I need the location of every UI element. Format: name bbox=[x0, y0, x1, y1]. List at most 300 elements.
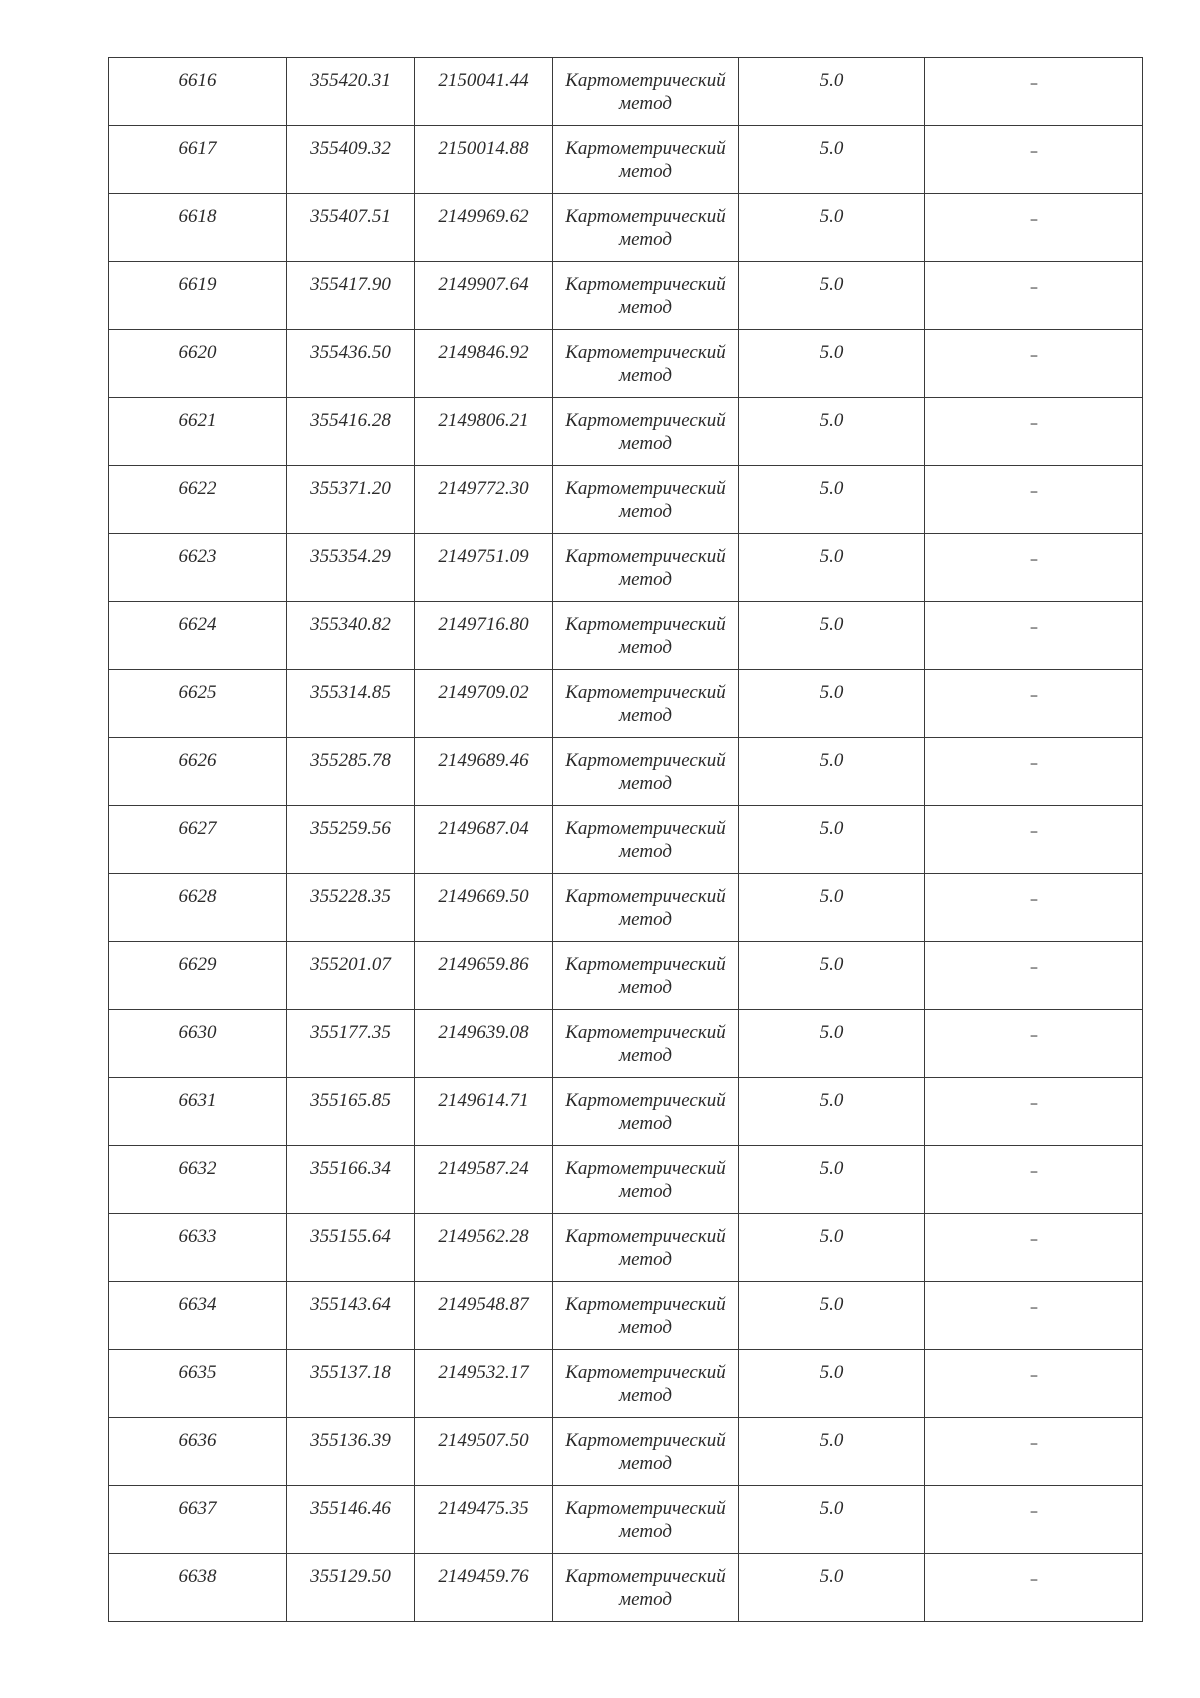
x-coordinate-cell bbox=[287, 1214, 415, 1282]
y-coordinate-cell bbox=[415, 262, 553, 330]
note-cell-text: -- bbox=[1030, 347, 1037, 362]
table-row bbox=[109, 330, 1143, 398]
accuracy-cell-text: 5.0 bbox=[819, 954, 844, 975]
point-number-cell-text: 6617 bbox=[178, 138, 217, 159]
table-row bbox=[109, 194, 1143, 262]
x-coordinate-cell-text: 355166.34 bbox=[310, 1158, 391, 1179]
method-cell bbox=[553, 1078, 739, 1146]
method-cell bbox=[553, 738, 739, 806]
y-coordinate-cell-text: 2149689.46 bbox=[438, 750, 529, 771]
table-row bbox=[109, 1350, 1143, 1418]
accuracy-cell bbox=[739, 874, 925, 942]
accuracy-cell-text: 5.0 bbox=[819, 614, 844, 635]
table-row bbox=[109, 738, 1143, 806]
point-number-cell bbox=[109, 1282, 287, 1350]
y-coordinate-cell-text: 2149716.80 bbox=[438, 614, 529, 635]
accuracy-cell bbox=[739, 398, 925, 466]
y-coordinate-cell bbox=[415, 738, 553, 806]
note-cell bbox=[925, 602, 1143, 670]
y-coordinate-cell-text: 2149709.02 bbox=[438, 682, 529, 703]
accuracy-cell bbox=[739, 534, 925, 602]
accuracy-cell bbox=[739, 602, 925, 670]
y-coordinate-cell bbox=[415, 602, 553, 670]
y-coordinate-cell-text: 2149969.62 bbox=[438, 206, 529, 227]
accuracy-cell bbox=[739, 1010, 925, 1078]
note-cell bbox=[925, 942, 1143, 1010]
method-cell-text: Картометрический метод bbox=[565, 1090, 726, 1134]
method-cell-text: Картометрический метод bbox=[565, 1294, 726, 1338]
accuracy-cell-text: 5.0 bbox=[819, 1498, 844, 1519]
accuracy-cell bbox=[739, 1350, 925, 1418]
point-number-cell bbox=[109, 398, 287, 466]
point-number-cell-text: 6616 bbox=[178, 70, 217, 91]
point-number-cell bbox=[109, 534, 287, 602]
x-coordinate-cell bbox=[287, 1486, 415, 1554]
note-cell bbox=[925, 874, 1143, 942]
y-coordinate-cell-text: 2149907.64 bbox=[438, 274, 529, 295]
y-coordinate-cell-text: 2150014.88 bbox=[438, 138, 529, 159]
note-cell bbox=[925, 262, 1143, 330]
note-cell-text: -- bbox=[1030, 687, 1037, 702]
accuracy-cell-text: 5.0 bbox=[819, 138, 844, 159]
x-coordinate-cell-text: 355143.64 bbox=[310, 1294, 391, 1315]
x-coordinate-cell-text: 355155.64 bbox=[310, 1226, 391, 1247]
note-cell bbox=[925, 1554, 1143, 1622]
accuracy-cell-text: 5.0 bbox=[819, 342, 844, 363]
table-row bbox=[109, 466, 1143, 534]
x-coordinate-cell bbox=[287, 670, 415, 738]
y-coordinate-cell-text: 2149562.28 bbox=[438, 1226, 529, 1247]
note-cell-text: -- bbox=[1030, 1231, 1037, 1246]
method-cell bbox=[553, 58, 739, 126]
method-cell bbox=[553, 602, 739, 670]
point-number-cell bbox=[109, 1486, 287, 1554]
point-number-cell bbox=[109, 330, 287, 398]
x-coordinate-cell bbox=[287, 874, 415, 942]
method-cell-text: Картометрический метод bbox=[565, 70, 726, 114]
accuracy-cell bbox=[739, 466, 925, 534]
note-cell bbox=[925, 806, 1143, 874]
y-coordinate-cell-text: 2149806.21 bbox=[438, 410, 529, 431]
x-coordinate-cell bbox=[287, 1554, 415, 1622]
point-number-cell bbox=[109, 602, 287, 670]
point-number-cell-text: 6632 bbox=[178, 1158, 217, 1179]
accuracy-cell-text: 5.0 bbox=[819, 1226, 844, 1247]
x-coordinate-cell-text: 355201.07 bbox=[310, 954, 391, 975]
method-cell-text: Картометрический метод bbox=[565, 546, 726, 590]
y-coordinate-cell bbox=[415, 1146, 553, 1214]
method-cell-text: Картометрический метод bbox=[565, 1430, 726, 1474]
y-coordinate-cell-text: 2149507.50 bbox=[438, 1430, 529, 1451]
point-number-cell bbox=[109, 1010, 287, 1078]
point-number-cell bbox=[109, 262, 287, 330]
x-coordinate-cell-text: 355228.35 bbox=[310, 886, 391, 907]
method-cell-text: Картометрический метод bbox=[565, 682, 726, 726]
accuracy-cell bbox=[739, 262, 925, 330]
y-coordinate-cell bbox=[415, 942, 553, 1010]
method-cell bbox=[553, 1486, 739, 1554]
note-cell bbox=[925, 466, 1143, 534]
x-coordinate-cell-text: 355340.82 bbox=[310, 614, 391, 635]
coordinates-table bbox=[108, 57, 1143, 1622]
y-coordinate-cell-text: 2149475.35 bbox=[438, 1498, 529, 1519]
table-row bbox=[109, 1078, 1143, 1146]
y-coordinate-cell bbox=[415, 874, 553, 942]
x-coordinate-cell-text: 355314.85 bbox=[310, 682, 391, 703]
note-cell bbox=[925, 330, 1143, 398]
x-coordinate-cell bbox=[287, 1010, 415, 1078]
y-coordinate-cell-text: 2149532.17 bbox=[438, 1362, 529, 1383]
method-cell-text: Картометрический метод bbox=[565, 342, 726, 386]
y-coordinate-cell bbox=[415, 398, 553, 466]
note-cell-text: -- bbox=[1030, 211, 1037, 226]
note-cell-text: -- bbox=[1030, 959, 1037, 974]
note-cell bbox=[925, 126, 1143, 194]
x-coordinate-cell-text: 355136.39 bbox=[310, 1430, 391, 1451]
method-cell-text: Картометрический метод bbox=[565, 750, 726, 794]
note-cell-text: -- bbox=[1030, 891, 1037, 906]
x-coordinate-cell bbox=[287, 1350, 415, 1418]
note-cell-text: -- bbox=[1030, 1095, 1037, 1110]
method-cell bbox=[553, 1418, 739, 1486]
point-number-cell bbox=[109, 1350, 287, 1418]
y-coordinate-cell-text: 2149751.09 bbox=[438, 546, 529, 567]
note-cell bbox=[925, 194, 1143, 262]
point-number-cell-text: 6622 bbox=[178, 478, 217, 499]
method-cell bbox=[553, 1554, 739, 1622]
method-cell bbox=[553, 330, 739, 398]
accuracy-cell bbox=[739, 942, 925, 1010]
accuracy-cell bbox=[739, 1146, 925, 1214]
accuracy-cell-text: 5.0 bbox=[819, 818, 844, 839]
table-row bbox=[109, 1282, 1143, 1350]
method-cell bbox=[553, 806, 739, 874]
note-cell bbox=[925, 738, 1143, 806]
table-row bbox=[109, 670, 1143, 738]
table-row bbox=[109, 874, 1143, 942]
y-coordinate-cell-text: 2150041.44 bbox=[438, 70, 529, 91]
method-cell-text: Картометрический метод bbox=[565, 206, 726, 250]
x-coordinate-cell bbox=[287, 534, 415, 602]
accuracy-cell-text: 5.0 bbox=[819, 410, 844, 431]
note-cell bbox=[925, 1486, 1143, 1554]
note-cell bbox=[925, 1350, 1143, 1418]
point-number-cell bbox=[109, 874, 287, 942]
point-number-cell bbox=[109, 1078, 287, 1146]
accuracy-cell bbox=[739, 1486, 925, 1554]
y-coordinate-cell-text: 2149659.86 bbox=[438, 954, 529, 975]
point-number-cell-text: 6621 bbox=[178, 410, 217, 431]
note-cell-text: -- bbox=[1030, 1435, 1037, 1450]
point-number-cell-text: 6628 bbox=[178, 886, 217, 907]
note-cell-text: -- bbox=[1030, 551, 1037, 566]
method-cell-text: Картометрический метод bbox=[565, 614, 726, 658]
x-coordinate-cell bbox=[287, 806, 415, 874]
y-coordinate-cell bbox=[415, 330, 553, 398]
y-coordinate-cell bbox=[415, 1350, 553, 1418]
accuracy-cell-text: 5.0 bbox=[819, 1566, 844, 1587]
accuracy-cell bbox=[739, 58, 925, 126]
accuracy-cell-text: 5.0 bbox=[819, 1430, 844, 1451]
table-row bbox=[109, 1010, 1143, 1078]
y-coordinate-cell bbox=[415, 1554, 553, 1622]
accuracy-cell-text: 5.0 bbox=[819, 274, 844, 295]
note-cell-text: -- bbox=[1030, 483, 1037, 498]
y-coordinate-cell bbox=[415, 806, 553, 874]
method-cell bbox=[553, 874, 739, 942]
accuracy-cell bbox=[739, 670, 925, 738]
point-number-cell-text: 6623 bbox=[178, 546, 217, 567]
point-number-cell-text: 6627 bbox=[178, 818, 217, 839]
x-coordinate-cell bbox=[287, 1146, 415, 1214]
table-body bbox=[109, 58, 1143, 1622]
note-cell-text: -- bbox=[1030, 1163, 1037, 1178]
note-cell bbox=[925, 1418, 1143, 1486]
method-cell-text: Картометрический метод bbox=[565, 1022, 726, 1066]
note-cell bbox=[925, 1078, 1143, 1146]
x-coordinate-cell-text: 355409.32 bbox=[310, 138, 391, 159]
table-row bbox=[109, 1214, 1143, 1282]
x-coordinate-cell-text: 355177.35 bbox=[310, 1022, 391, 1043]
x-coordinate-cell bbox=[287, 194, 415, 262]
point-number-cell-text: 6631 bbox=[178, 1090, 217, 1111]
method-cell-text: Картометрический метод bbox=[565, 818, 726, 862]
method-cell-text: Картометрический метод bbox=[565, 1566, 726, 1610]
x-coordinate-cell bbox=[287, 126, 415, 194]
method-cell bbox=[553, 126, 739, 194]
accuracy-cell bbox=[739, 330, 925, 398]
note-cell-text: -- bbox=[1030, 1503, 1037, 1518]
method-cell bbox=[553, 194, 739, 262]
method-cell-text: Картометрический метод bbox=[565, 1158, 726, 1202]
table-row bbox=[109, 58, 1143, 126]
method-cell-text: Картометрический метод bbox=[565, 274, 726, 318]
x-coordinate-cell-text: 355416.28 bbox=[310, 410, 391, 431]
x-coordinate-cell bbox=[287, 262, 415, 330]
method-cell-text: Картометрический метод bbox=[565, 478, 726, 522]
y-coordinate-cell-text: 2149639.08 bbox=[438, 1022, 529, 1043]
table-row bbox=[109, 1554, 1143, 1622]
y-coordinate-cell bbox=[415, 194, 553, 262]
accuracy-cell bbox=[739, 806, 925, 874]
y-coordinate-cell bbox=[415, 58, 553, 126]
note-cell bbox=[925, 670, 1143, 738]
y-coordinate-cell bbox=[415, 1010, 553, 1078]
point-number-cell bbox=[109, 670, 287, 738]
x-coordinate-cell-text: 355285.78 bbox=[310, 750, 391, 771]
y-coordinate-cell bbox=[415, 466, 553, 534]
y-coordinate-cell-text: 2149614.71 bbox=[438, 1090, 529, 1111]
y-coordinate-cell-text: 2149846.92 bbox=[438, 342, 529, 363]
x-coordinate-cell bbox=[287, 942, 415, 1010]
accuracy-cell-text: 5.0 bbox=[819, 1362, 844, 1383]
table-row bbox=[109, 262, 1143, 330]
note-cell bbox=[925, 1010, 1143, 1078]
point-number-cell bbox=[109, 126, 287, 194]
point-number-cell-text: 6619 bbox=[178, 274, 217, 295]
x-coordinate-cell bbox=[287, 1418, 415, 1486]
y-coordinate-cell-text: 2149687.04 bbox=[438, 818, 529, 839]
x-coordinate-cell bbox=[287, 602, 415, 670]
x-coordinate-cell bbox=[287, 1282, 415, 1350]
y-coordinate-cell bbox=[415, 1214, 553, 1282]
point-number-cell bbox=[109, 1146, 287, 1214]
method-cell bbox=[553, 534, 739, 602]
y-coordinate-cell bbox=[415, 126, 553, 194]
method-cell bbox=[553, 466, 739, 534]
accuracy-cell bbox=[739, 1214, 925, 1282]
method-cell bbox=[553, 670, 739, 738]
point-number-cell-text: 6630 bbox=[178, 1022, 217, 1043]
point-number-cell-text: 6634 bbox=[178, 1294, 217, 1315]
point-number-cell-text: 6635 bbox=[178, 1362, 217, 1383]
accuracy-cell-text: 5.0 bbox=[819, 682, 844, 703]
point-number-cell-text: 6624 bbox=[178, 614, 217, 635]
point-number-cell-text: 6633 bbox=[178, 1226, 217, 1247]
table-row bbox=[109, 1146, 1143, 1214]
x-coordinate-cell-text: 355407.51 bbox=[310, 206, 391, 227]
accuracy-cell bbox=[739, 1418, 925, 1486]
method-cell-text: Картометрический метод bbox=[565, 886, 726, 930]
accuracy-cell bbox=[739, 738, 925, 806]
table-row bbox=[109, 534, 1143, 602]
point-number-cell bbox=[109, 1418, 287, 1486]
method-cell bbox=[553, 942, 739, 1010]
x-coordinate-cell-text: 355137.18 bbox=[310, 1362, 391, 1383]
table-row bbox=[109, 806, 1143, 874]
point-number-cell-text: 6618 bbox=[178, 206, 217, 227]
accuracy-cell bbox=[739, 194, 925, 262]
point-number-cell-text: 6636 bbox=[178, 1430, 217, 1451]
point-number-cell bbox=[109, 58, 287, 126]
note-cell bbox=[925, 1214, 1143, 1282]
point-number-cell bbox=[109, 194, 287, 262]
accuracy-cell bbox=[739, 126, 925, 194]
method-cell-text: Картометрический метод bbox=[565, 1362, 726, 1406]
point-number-cell-text: 6625 bbox=[178, 682, 217, 703]
y-coordinate-cell-text: 2149772.30 bbox=[438, 478, 529, 499]
note-cell-text: -- bbox=[1030, 1027, 1037, 1042]
point-number-cell-text: 6637 bbox=[178, 1498, 217, 1519]
y-coordinate-cell bbox=[415, 1282, 553, 1350]
note-cell-text: -- bbox=[1030, 279, 1037, 294]
point-number-cell bbox=[109, 466, 287, 534]
x-coordinate-cell bbox=[287, 330, 415, 398]
method-cell-text: Картометрический метод bbox=[565, 1498, 726, 1542]
note-cell-text: -- bbox=[1030, 143, 1037, 158]
x-coordinate-cell-text: 355371.20 bbox=[310, 478, 391, 499]
accuracy-cell-text: 5.0 bbox=[819, 1090, 844, 1111]
note-cell-text: -- bbox=[1030, 1571, 1037, 1586]
accuracy-cell-text: 5.0 bbox=[819, 1294, 844, 1315]
x-coordinate-cell-text: 355129.50 bbox=[310, 1566, 391, 1587]
note-cell-text: -- bbox=[1030, 619, 1037, 634]
note-cell-text: -- bbox=[1030, 755, 1037, 770]
x-coordinate-cell bbox=[287, 466, 415, 534]
accuracy-cell bbox=[739, 1282, 925, 1350]
accuracy-cell-text: 5.0 bbox=[819, 546, 844, 567]
point-number-cell-text: 6620 bbox=[178, 342, 217, 363]
point-number-cell-text: 6629 bbox=[178, 954, 217, 975]
y-coordinate-cell-text: 2149669.50 bbox=[438, 886, 529, 907]
x-coordinate-cell bbox=[287, 58, 415, 126]
method-cell-text: Картометрический метод bbox=[565, 1226, 726, 1270]
x-coordinate-cell-text: 355417.90 bbox=[310, 274, 391, 295]
point-number-cell bbox=[109, 1554, 287, 1622]
table-row bbox=[109, 398, 1143, 466]
table-row bbox=[109, 602, 1143, 670]
x-coordinate-cell bbox=[287, 738, 415, 806]
x-coordinate-cell-text: 355259.56 bbox=[310, 818, 391, 839]
note-cell bbox=[925, 398, 1143, 466]
point-number-cell-text: 6638 bbox=[178, 1566, 217, 1587]
accuracy-cell-text: 5.0 bbox=[819, 206, 844, 227]
x-coordinate-cell-text: 355436.50 bbox=[310, 342, 391, 363]
method-cell-text: Картометрический метод bbox=[565, 410, 726, 454]
method-cell-text: Картометрический метод bbox=[565, 138, 726, 182]
accuracy-cell-text: 5.0 bbox=[819, 1158, 844, 1179]
method-cell-text: Картометрический метод bbox=[565, 954, 726, 998]
method-cell bbox=[553, 1214, 739, 1282]
note-cell-text: -- bbox=[1030, 1367, 1037, 1382]
method-cell bbox=[553, 1010, 739, 1078]
method-cell bbox=[553, 1146, 739, 1214]
y-coordinate-cell-text: 2149548.87 bbox=[438, 1294, 529, 1315]
note-cell bbox=[925, 1282, 1143, 1350]
point-number-cell bbox=[109, 942, 287, 1010]
note-cell bbox=[925, 58, 1143, 126]
y-coordinate-cell bbox=[415, 534, 553, 602]
table-row bbox=[109, 1486, 1143, 1554]
x-coordinate-cell-text: 355354.29 bbox=[310, 546, 391, 567]
y-coordinate-cell bbox=[415, 1078, 553, 1146]
accuracy-cell bbox=[739, 1554, 925, 1622]
method-cell bbox=[553, 1350, 739, 1418]
y-coordinate-cell-text: 2149587.24 bbox=[438, 1158, 529, 1179]
x-coordinate-cell bbox=[287, 398, 415, 466]
x-coordinate-cell-text: 355420.31 bbox=[310, 70, 391, 91]
y-coordinate-cell bbox=[415, 1418, 553, 1486]
x-coordinate-cell-text: 355146.46 bbox=[310, 1498, 391, 1519]
note-cell-text: -- bbox=[1030, 1299, 1037, 1314]
point-number-cell bbox=[109, 806, 287, 874]
accuracy-cell-text: 5.0 bbox=[819, 750, 844, 771]
x-coordinate-cell-text: 355165.85 bbox=[310, 1090, 391, 1111]
x-coordinate-cell bbox=[287, 1078, 415, 1146]
y-coordinate-cell bbox=[415, 1486, 553, 1554]
method-cell bbox=[553, 1282, 739, 1350]
accuracy-cell bbox=[739, 1078, 925, 1146]
point-number-cell bbox=[109, 1214, 287, 1282]
accuracy-cell-text: 5.0 bbox=[819, 478, 844, 499]
table-row bbox=[109, 1418, 1143, 1486]
table-row bbox=[109, 126, 1143, 194]
y-coordinate-cell-text: 2149459.76 bbox=[438, 1566, 529, 1587]
accuracy-cell-text: 5.0 bbox=[819, 70, 844, 91]
method-cell bbox=[553, 262, 739, 330]
table-row bbox=[109, 942, 1143, 1010]
note-cell-text: -- bbox=[1030, 415, 1037, 430]
accuracy-cell-text: 5.0 bbox=[819, 1022, 844, 1043]
accuracy-cell-text: 5.0 bbox=[819, 886, 844, 907]
method-cell bbox=[553, 398, 739, 466]
point-number-cell bbox=[109, 738, 287, 806]
point-number-cell-text: 6626 bbox=[178, 750, 217, 771]
note-cell bbox=[925, 1146, 1143, 1214]
note-cell bbox=[925, 534, 1143, 602]
note-cell-text: -- bbox=[1030, 75, 1037, 90]
note-cell-text: -- bbox=[1030, 823, 1037, 838]
